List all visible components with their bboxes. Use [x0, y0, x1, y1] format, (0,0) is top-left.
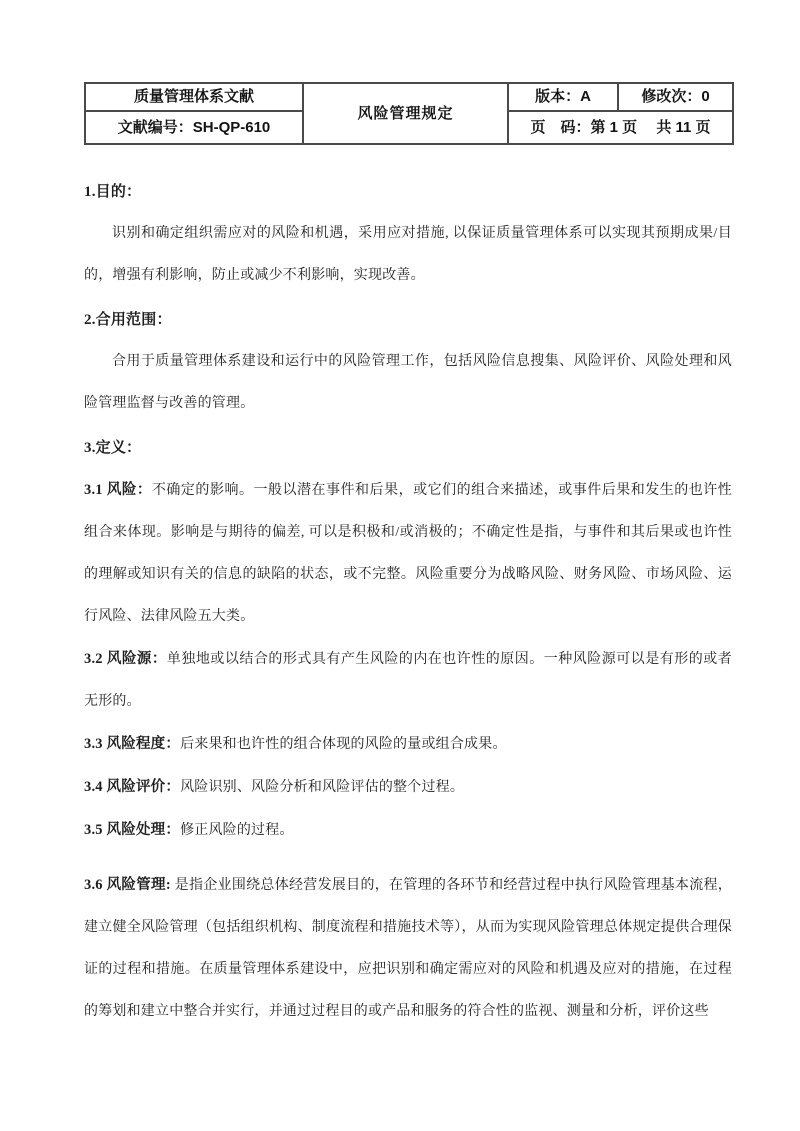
paragraph: 3.6 风险管理: 是指企业围绕总体经营发展目的，在管理的各环节和经营过程中执行风险管理基本流程，建立健全风险管理（包括组织机构、制度流程和措施技术等），从而为实现风险管理总体规定提供合理保证的过程和措施。在质量管理体系建设中，应把识别和确定需应对的风险和机遇及应对的措施，在过程的筹划和建立中整合并实行，并通过过程目的或产品和服务的符合性的监视、测量和分析，评价这些: [84, 877, 732, 1019]
paragraph: 3.2 风险源：单独地或以结合的形式具有产生风险的内在也许性的原因。一种风险源可以是有形的或者无形的。: [84, 651, 732, 709]
definition-term: 3.1 风险：: [84, 482, 152, 498]
section-heading: 2.合用范围：: [84, 312, 172, 328]
section-heading: 3.定义：: [84, 440, 142, 456]
paragraph: 3.4 风险评价：风险识别、风险分析和风险评估的整个过程。: [84, 779, 465, 795]
paragraph: 3.1 风险：不确定的影响。一般以潜在事件和后果，或它们的组合来描述，或事件后果和发生的也许性组合来体现。影响是与期待的偏差, 可以是积极和/或消极的；不确定性是指，与事件和其后果或也许性的理解或知识有关的信息的缺陷的状态，或不完整。风险重要分为战略风险、财务风险、市场风险、运行风险、法律风险五大类。: [84, 482, 733, 624]
revision-cell: 修改次：0: [618, 83, 733, 111]
paragraph: 3.3 风险程度：后来果和也许性的组合体现的风险的量或组合成果。: [84, 736, 507, 752]
definition-term: 3.2 风险源：: [84, 651, 167, 667]
doc-title: 风险管理规定: [303, 83, 508, 144]
definition-term: 3.4 风险评价：: [84, 779, 181, 795]
paragraph: 合用于质量管理体系建设和运行中的风险管理工作，包括风险信息搜集、风险评价、风险处理和风险管理监督与改善的管理。: [84, 354, 732, 411]
definition-term: 3.3 风险程度：: [84, 736, 181, 752]
document-body: [84, 171, 732, 1033]
doc-category-cell: 质量管理体系文献: [85, 83, 303, 111]
section-heading: 1.目的：: [84, 184, 142, 200]
definition-term: 3.5 风险处理：: [84, 822, 181, 838]
paragraph: 3.5 风险处理：修正风险的过程。: [84, 822, 294, 838]
version-cell: 版本：A: [508, 83, 618, 111]
document-header-table: [84, 82, 734, 145]
definition-term: 3.6 风险管理:: [84, 877, 171, 893]
doc-number-cell: 文献编号：SH-QP-610: [85, 111, 303, 144]
paragraph: 识别和确定组织需应对的风险和机遇，采用应对措施, 以保证质量管理体系可以实现其预期成果/目的，增强有利影响，防止或减少不利影响，实现改善。: [84, 226, 732, 283]
page-info-cell: 页 码：第 1 页 共 11 页: [508, 111, 733, 144]
